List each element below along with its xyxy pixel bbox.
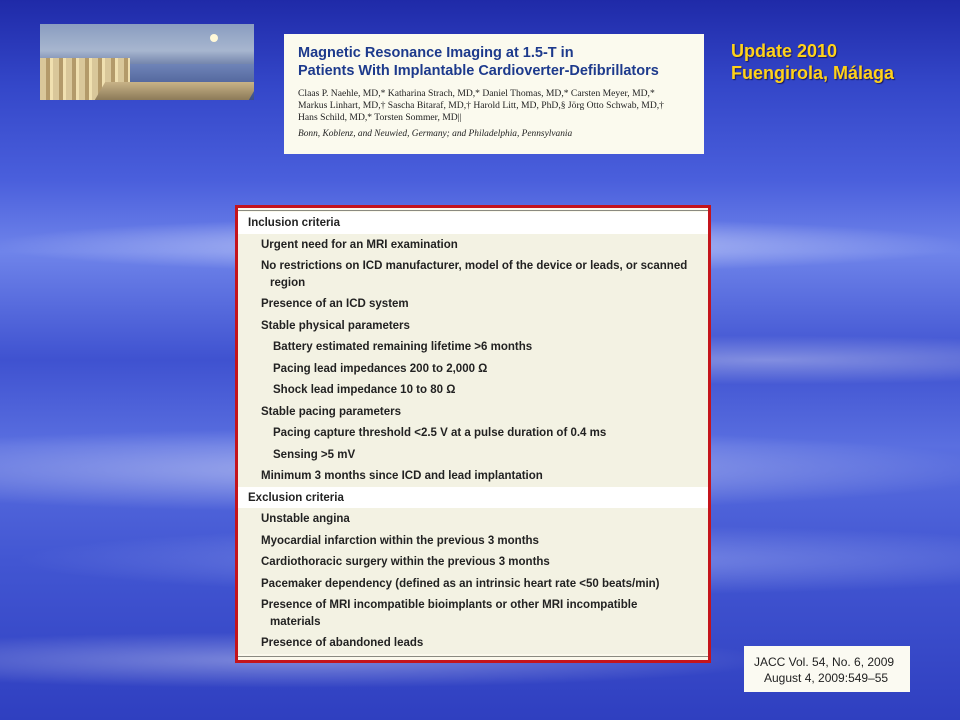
table-bottom-rule bbox=[238, 656, 708, 657]
criteria-text: Sensing >5 mV bbox=[273, 448, 356, 461]
criteria-text-continued: materials bbox=[270, 616, 321, 628]
criteria-row bbox=[238, 401, 708, 423]
criteria-text: Shock lead impedance 10 to 80 Ω bbox=[273, 384, 456, 396]
beach-photo bbox=[40, 24, 254, 100]
criteria-row bbox=[238, 315, 708, 337]
criteria-row bbox=[238, 336, 708, 358]
criteria-text: No restrictions on ICD manufacturer, model of the device or leads, or scanned bbox=[261, 260, 688, 272]
criteria-row bbox=[238, 551, 708, 573]
criteria-row bbox=[238, 508, 708, 530]
criteria-row bbox=[238, 465, 708, 487]
criteria-text: Presence of an ICD system bbox=[261, 298, 409, 310]
criteria-table bbox=[235, 205, 711, 663]
update-label: Update 2010 Fuengirola, Málaga bbox=[731, 41, 895, 83]
criteria-row bbox=[238, 234, 708, 256]
paper-authors: Claas P. Naehle, MD,* Katharina Strach, MD,* Daniel Thomas, MD,* Carsten Meyer, MD,* Markus Linhart, MD,† Sascha Bitaraf, MD,† Harold Litt, MD, PhD,§ Jörg Otto Schwab, MD,† Hans Schild, MD,* Torsten Sommer, MD|| bbox=[298, 88, 664, 123]
criteria-text: Unstable angina bbox=[261, 513, 350, 525]
paper-header bbox=[284, 34, 704, 154]
criteria-row bbox=[238, 594, 708, 632]
criteria-text: Stable physical parameters bbox=[261, 319, 410, 332]
criteria-text: Minimum 3 months since ICD and lead implantation bbox=[261, 470, 543, 482]
section-heading bbox=[238, 487, 708, 509]
criteria-text: Myocardial infarction within the previous 3 months bbox=[261, 534, 539, 547]
paper-affiliation: Bonn, Koblenz, and Neuwied, Germany; and Philadelphia, Pennsylvania bbox=[298, 129, 573, 139]
criteria-text: Pacing capture threshold <2.5 V at a pulse duration of 0.4 ms bbox=[273, 427, 607, 439]
criteria-text: Inclusion criteria bbox=[248, 217, 341, 229]
criteria-text-continued: region bbox=[270, 277, 306, 289]
criteria-text: Stable pacing parameters bbox=[261, 405, 401, 418]
criteria-text: Battery estimated remaining lifetime >6 months bbox=[273, 341, 533, 353]
criteria-row bbox=[238, 379, 708, 401]
criteria-text: Presence of MRI incompatible bioimplants or other MRI incompatible bbox=[261, 599, 638, 611]
criteria-text: Urgent need for an MRI examination bbox=[261, 238, 458, 251]
criteria-row bbox=[238, 358, 708, 380]
journal-citation: JACC Vol. 54, No. 6, 2009 August 4, 2009:549–55 bbox=[744, 646, 910, 692]
table-top-rule bbox=[238, 210, 708, 211]
criteria-text: Pacing lead impedances 200 to 2,000 Ω bbox=[273, 362, 488, 375]
criteria-row bbox=[238, 255, 708, 293]
criteria-row bbox=[238, 632, 708, 654]
criteria-text: Presence of abandoned leads bbox=[261, 637, 424, 649]
criteria-row bbox=[238, 293, 708, 315]
criteria-row bbox=[238, 573, 708, 595]
paper-title: Magnetic Resonance Imaging at 1.5-T in Patients With Implantable Cardioverter-Defibrillators bbox=[298, 45, 659, 79]
criteria-row bbox=[238, 444, 708, 466]
section-heading bbox=[238, 212, 708, 234]
criteria-text: Cardiothoracic surgery within the previous 3 months bbox=[261, 556, 550, 568]
criteria-row bbox=[238, 422, 708, 444]
criteria-text: Pacemaker dependency (defined as an intrinsic heart rate <50 beats/min) bbox=[261, 577, 660, 590]
criteria-text: Exclusion criteria bbox=[248, 491, 344, 504]
criteria-row bbox=[238, 530, 708, 552]
